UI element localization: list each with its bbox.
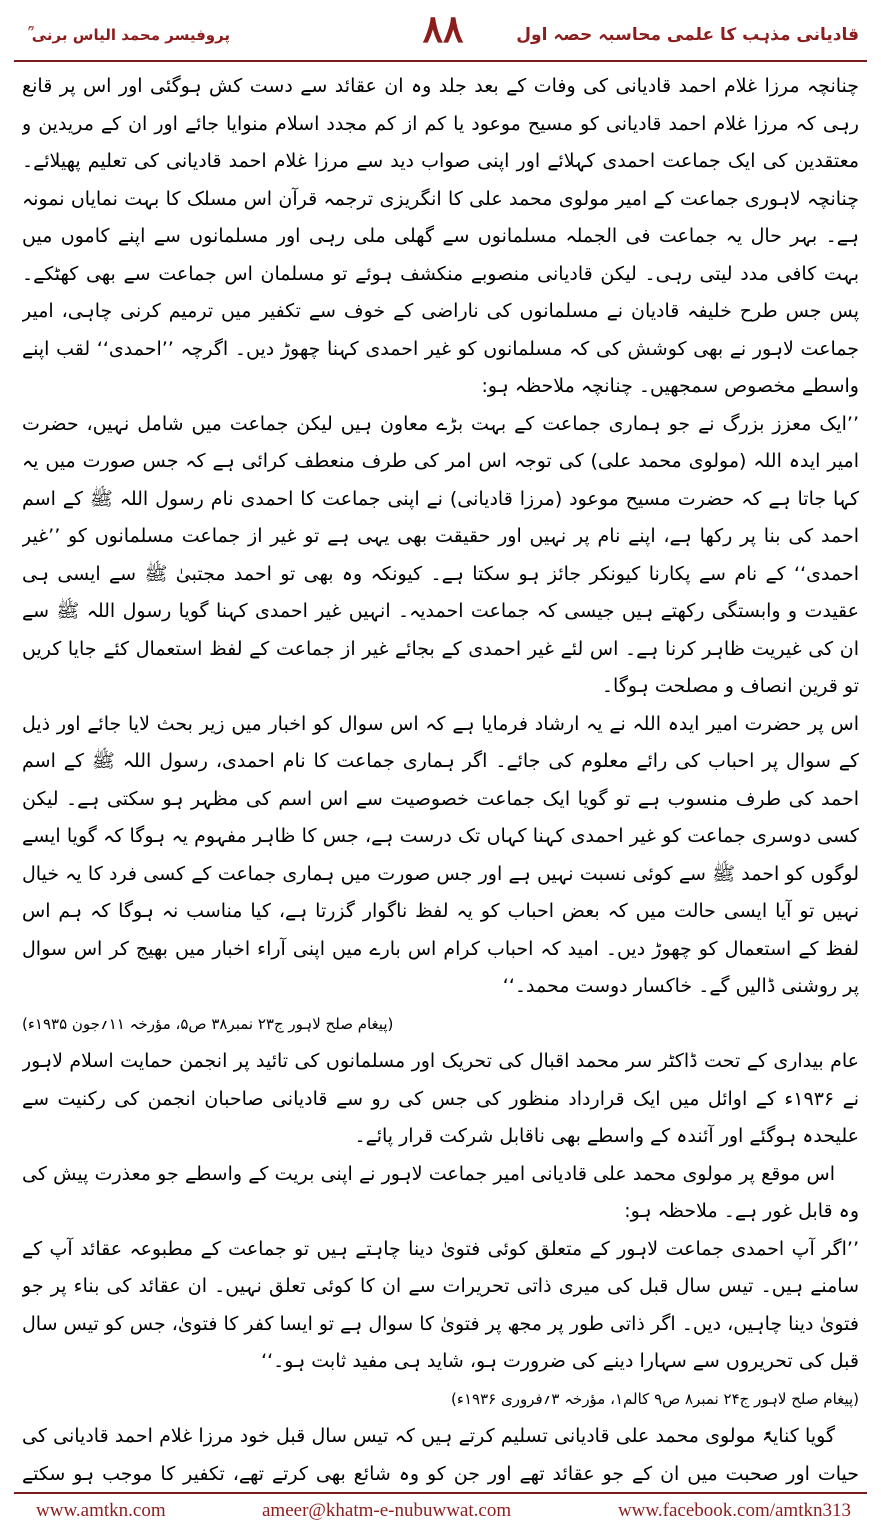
paragraph-3: اس موقع پر مولوی محمد علی قادیانی امیر جماعت لاہور نے اپنی بریت کے واسطے جو معذرت پیش کی وہ قابل غور ہے۔ ملاحظہ ہو: — [22, 1162, 859, 1222]
paragraph-1: چنانچہ مرزا غلام احمد قادیانی کی وفات کے بعد جلد وہ ان عقائد سے دست کش ہوگئی اور اس پر قانع رہی کہ مرزا غلام احمد قادیانی کو مسیح موعود یا کم از کم مجدد اسلام منوایا جائے اور ان کے مریدین و معتقدین کی ایک جماعت احمدی کہلائے اور اپنی صواب دید سے مرزا غلام احمد قادیانی کی تعلیم پھیلائے۔ چنانچہ لاہوری جماعت کے امیر مولوی محمد علی کا انگریزی ترجمہ قرآن اس مسلک کا بہت نمایاں نمونہ ہے۔ بہر حال یہ جماعت فی الجملہ مسلمانوں سے گھلی ملی رہی اور مسلمانوں سے اپنے کاموں میں بہت کافی مدد لیتی رہی۔ لیکن قادیانی منصوبے منکشف ہوئے تو مسلمان اس جماعت سے بھی کھٹکے۔ پس جس طرح خلیفہ قادیان نے مسلمانوں کی ناراضی کے خوف سے تکفیر میں ترمیم کرنی چاہی، امیر جماعت لاہور نے بھی کوشش کی کہ مسلمانوں کو غیر احمدی کہنا چھوڑ دیں۔ اگرچہ ’’احمدی‘‘ لقب اپنے واسطے مخصوص سمجھیں۔ چنانچہ ملاحظہ ہو: — [22, 75, 859, 397]
page-number: ۸۸ — [422, 6, 464, 51]
citation-2: (پیغام صلح لاہور ج۲۴ نمبر۸ ص۹ کالم۱، مؤرخہ ۳؍فروری ۱۹۳۶ء) — [451, 1389, 859, 1408]
email-link[interactable]: ameer@khatm-e-nubuwwat.com — [262, 1500, 512, 1521]
book-title: قادیانی مذہب کا علمی محاسبہ حصہ اول — [516, 25, 859, 45]
page-body — [22, 68, 859, 1488]
website-link[interactable]: www.amtkn.com — [36, 1500, 166, 1521]
page-footer — [0, 1496, 881, 1526]
facebook-link[interactable]: www.facebook.com/amtkn313 — [617, 1500, 851, 1521]
quote-3: ’’اگر آپ احمدی جماعت لاہور کے متعلق کوئی فتویٰ دینا چاہتے ہیں تو جماعت کے مطبوعہ عقائد آپ کے سامنے ہیں۔ تیس سال قبل کی میری ذاتی تحریرات سے ان کا کوئی تعلق نہیں۔ ان عقائد کی بناء پر جو فتویٰ دینا چاہیں، دیں۔ اگر ذاتی طور پر مجھ پر فتویٰ کا سوال ہے تو ایسا کفر کا فتویٰ، جس کو تیس سال قبل کی تحریروں سے سہارا دینے کی ضرورت ہو، شاید ہی مفید ثابت ہو۔‘‘ — [22, 1237, 859, 1372]
paragraph-4: گویا کنایۃً مولوی محمد علی قادیانی تسلیم کرتے ہیں کہ تیس سال قبل خود مرزا غلام احمد قادیانی کی حیات اور صحبت میں ان کے جو عقائد تھے اور جن کو وہ شائع بھی کرتے تھے، تکفیر کا موجب ہو سکتے — [22, 1425, 859, 1485]
footer-divider — [14, 1492, 867, 1494]
paragraph-2: عام بیداری کے تحت ڈاکٹر سر محمد اقبال کی تحریک اور مسلمانوں کی تائید پر انجمن حمایت اسلام لاہور نے ۱۹۳۶ء کے اوائل میں ایک قرارداد منظور کی جس کی رو سے قادیانی صاحبان انجمن کی رکنیت سے علیحدہ ہوگئے اور آئندہ کے واسطے بھی ناقابل شرکت قرار پائے۔ — [22, 1050, 859, 1147]
page-header — [0, 0, 881, 66]
citation-1: (پیغام صلح لاہور ج۲۳ نمبر۳۸ ص۵، مؤرخہ ۱۱؍جون ۱۹۳۵ء) — [22, 1014, 394, 1033]
header-divider — [14, 60, 867, 62]
quote-1: ’’ایک معزز بزرگ نے جو ہماری جماعت کے بہت بڑے معاون ہیں لیکن جماعت میں شامل نہیں، حضرت امیر ایدہ اللہ (مولوی محمد علی) کی توجہ اس امر کی طرف منعطف کرائی ہے کہ جس صورت میں یہ کہا جاتا ہے کہ حضرت مسیح موعود (مرزا قادیانی) نے اپنی جماعت کا احمدی نام رسول اللہ ﷺ کے اسم احمد کی بنا پر رکھا ہے، اپنے نام پر نہیں اور حقیقت بھی یہی ہے تو غیر از جماعت مسلمانوں کو ’’غیر احمدی‘‘ کے نام سے پکارنا کیونکر جائز ہو سکتا ہے۔ کیونکہ وہ بھی تو احمد مجتبیٰ ﷺ سے ایسی ہی عقیدت و وابستگی رکھتے ہیں جیسی کہ جماعت احمدیہ۔ انہیں غیر احمدی کہنا گویا رسول اللہ ﷺ سے ان کی غیریت ظاہر کرنا ہے۔ اس لئے غیر احمدی کے بجائے غیر از جماعت کے لفظ استعمال کئے جایا کریں تو قرین انصاف و مصلحت ہوگا۔ — [22, 412, 859, 697]
author-name: پروفیسر محمد الیاس برنی ؒ — [28, 26, 231, 44]
quote-2: اس پر حضرت امیر ایدہ اللہ نے یہ ارشاد فرمایا ہے کہ اس سوال کو اخبار میں زیر بحث لایا جائے اور ذیل کے سوال پر احباب کی رائے معلوم کی جائے۔ اگر ہماری جماعت کا نام احمدی، رسول اللہ ﷺ کے اسم احمد کی طرف منسوب ہے تو گویا ایک جماعت خصوصیت سے اس اسم کی مظہر ہو سکتی ہے۔ لیکن کسی دوسری جماعت کو غیر احمدی کہنا کہاں تک درست ہے، جس کا ظاہر مفہوم یہ ہوگا کہ گویا ایسے لوگوں کو احمد ﷺ سے کوئی نسبت نہیں ہے اور جس صورت میں ہماری جماعت کے کسی فرد کا یہ خیال نہیں تو آیا ایسی حالت میں کہ بعض احباب کو یہ لفظ ناگوار گزرتا ہے، کیا مناسب نہ ہوگا کہ ہم اس لفظ کے استعمال کو چھوڑ دیں۔ امید کہ احباب کرام اس بارے میں اپنی آراء اخبار میں بھیج کر اس سوال پر روشنی ڈالیں گے۔ خاکسار دوست محمد۔‘‘ — [22, 712, 859, 997]
